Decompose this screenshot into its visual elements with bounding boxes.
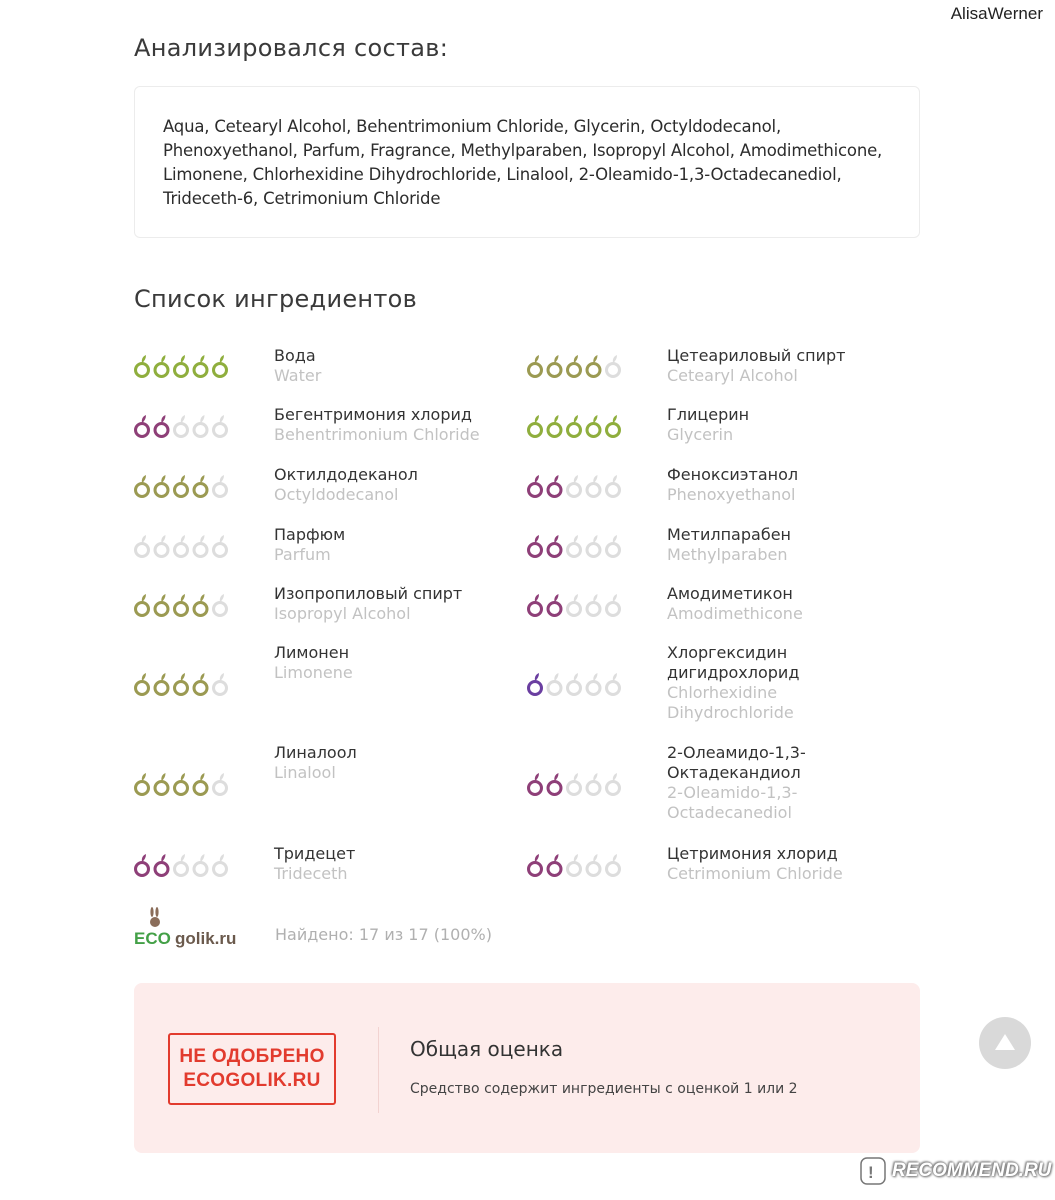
rating-icons-svg	[134, 852, 230, 878]
rating-icons	[527, 592, 627, 616]
ingredient-item[interactable]	[527, 844, 907, 934]
rating-drop-filled-icon	[587, 355, 600, 377]
ecogolik-logo[interactable]	[134, 906, 254, 948]
rating-drop-filled-icon	[529, 355, 542, 377]
rating-drop-empty-icon	[568, 535, 581, 557]
rating-drop-empty-icon	[136, 535, 149, 557]
rating-icons	[134, 353, 234, 377]
ingredient-item[interactable]	[134, 643, 514, 733]
rating-drop-empty-icon	[194, 535, 207, 557]
ingredient-name-en: Behentrimonium Chloride	[274, 425, 480, 444]
rating-drop-empty-icon	[607, 773, 620, 795]
rating-icons-svg	[527, 671, 623, 697]
rating-drop-filled-icon	[548, 475, 561, 497]
rating-drop-empty-icon	[587, 673, 600, 695]
ingredient-name-ru: Цетеариловый спирт	[667, 346, 846, 365]
ingredient-name-en: Chlorhexidine Dihydrochloride	[667, 683, 794, 722]
rating-icons-svg	[134, 533, 230, 559]
rating-icons-svg	[134, 592, 230, 618]
rating-drop-empty-icon	[155, 535, 168, 557]
ingredient-name-ru: Парфюм	[274, 525, 346, 544]
ingredient-name-en: Phenoxyethanol	[667, 485, 796, 504]
rating-icons	[527, 852, 627, 876]
rating-drop-filled-icon	[194, 355, 207, 377]
rating-drop-filled-icon	[529, 773, 542, 795]
rating-drop-filled-icon	[175, 594, 188, 616]
rating-drop-filled-icon	[214, 355, 227, 377]
ingredient-name-ru: Хлоргексидин дигидрохлорид	[667, 643, 800, 682]
rating-drop-filled-icon	[529, 673, 542, 695]
ingredient-item[interactable]	[527, 743, 907, 833]
rating-icons-svg	[134, 671, 230, 697]
ingredient-name-en: Cetearyl Alcohol	[667, 366, 798, 385]
rating-drop-filled-icon	[548, 535, 561, 557]
rating-icons	[527, 671, 627, 695]
rating-drop-filled-icon	[548, 355, 561, 377]
recommend-watermark	[858, 1154, 1052, 1190]
scroll-to-top-button[interactable]	[979, 1017, 1031, 1069]
stamp-line: ECOGOLIK.RU	[183, 1070, 321, 1091]
rating-drop-filled-icon	[175, 475, 188, 497]
stamp-line: НЕ ОДОБРЕНО	[179, 1046, 325, 1067]
rating-icons-svg	[134, 353, 230, 379]
rating-drop-filled-icon	[548, 415, 561, 437]
rating-drop-empty-icon	[587, 773, 600, 795]
rating-drop-filled-icon	[548, 854, 561, 876]
ingredient-name-ru: Бегентримония хлорид	[274, 405, 472, 424]
rating-icons-svg	[134, 413, 230, 439]
rating-drop-empty-icon	[214, 854, 227, 876]
ingredient-name-en: Glycerin	[667, 425, 734, 444]
rating-drop-filled-icon	[529, 475, 542, 497]
rating-icons-svg	[134, 473, 230, 499]
rating-drop-empty-icon	[607, 535, 620, 557]
rating-drop-filled-icon	[529, 854, 542, 876]
ingredient-name-ru: Лимонен	[274, 643, 350, 662]
rating-drop-empty-icon	[568, 773, 581, 795]
rating-drop-filled-icon	[155, 854, 168, 876]
rating-drop-filled-icon	[136, 355, 149, 377]
rating-icons-svg	[527, 592, 623, 618]
rating-drop-filled-icon	[587, 415, 600, 437]
rating-drop-filled-icon	[155, 673, 168, 695]
rating-drop-empty-icon	[587, 854, 600, 876]
rating-icons-svg	[134, 771, 230, 797]
ingredient-name-en: 2-Oleamido-1,3-Octadecanediol	[667, 783, 798, 822]
rating-drop-empty-icon	[214, 773, 227, 795]
ingredient-name-en: Water	[274, 366, 322, 385]
ingredient-name-en: Cetrimonium Chloride	[667, 864, 843, 883]
rating-icons	[134, 413, 234, 437]
rating-drop-filled-icon	[136, 594, 149, 616]
rating-drop-empty-icon	[568, 594, 581, 616]
rating-drop-empty-icon	[175, 535, 188, 557]
rating-drop-filled-icon	[136, 475, 149, 497]
rating-icons	[527, 413, 627, 437]
ingredient-name-ru: Метилпарабен	[667, 525, 791, 544]
ingredient-name-en: Amodimethicone	[667, 604, 803, 623]
rating-drop-empty-icon	[214, 535, 227, 557]
rating-drop-filled-icon	[175, 355, 188, 377]
rating-icons	[527, 353, 627, 377]
composition-box	[134, 86, 920, 238]
rating-drop-filled-icon	[529, 415, 542, 437]
rating-icons	[134, 771, 234, 795]
rating-icons-svg	[527, 852, 623, 878]
rating-icons	[527, 473, 627, 497]
ingredient-name-en: Trideceth	[274, 864, 348, 883]
rating-drop-empty-icon	[568, 854, 581, 876]
rating-drop-empty-icon	[194, 854, 207, 876]
rating-drop-filled-icon	[568, 355, 581, 377]
rating-drop-filled-icon	[136, 673, 149, 695]
rating-drop-filled-icon	[548, 594, 561, 616]
rating-drop-filled-icon	[155, 415, 168, 437]
composition-text: Aqua, Cetearyl Alcohol, Behentrimonium Chloride, Glycerin, Octyldodecanol, Phenoxyethanol, Parfum, Fragrance, Methylparaben, Isopropyl Alcohol, Amodimethicone, Limonene, Chlorhexidine Dihydrochloride, Linalool, 2-Oleamido-1,3-Octadecanediol, Trideceth-6, Cetrimonium Chloride	[163, 117, 883, 208]
ingredient-name-ru: Изопропиловый спирт	[274, 584, 463, 603]
rating-icons	[134, 592, 234, 616]
ingredient-name-ru: 2-Олеамидо-1,3-Октадекандиол	[667, 743, 806, 782]
svg-text:golik.ru: golik.ru	[175, 929, 237, 948]
verdict-panel	[134, 983, 920, 1153]
rating-drop-empty-icon	[607, 355, 620, 377]
ingredient-name-ru: Глицерин	[667, 405, 750, 424]
ingredient-name-ru: Цетримония хлорид	[667, 844, 838, 863]
rating-icons	[527, 771, 627, 795]
composition-heading: Анализировался состав:	[134, 34, 449, 62]
ingredient-name-en: Isopropyl Alcohol	[274, 604, 411, 623]
rating-icons	[527, 533, 627, 557]
rating-drop-filled-icon	[194, 673, 207, 695]
svg-text:ECO: ECO	[134, 929, 171, 948]
rating-drop-filled-icon	[607, 415, 620, 437]
ingredients-heading: Список ингредиентов	[134, 285, 418, 313]
rating-drop-empty-icon	[607, 594, 620, 616]
rating-drop-empty-icon	[175, 415, 188, 437]
author-watermark: AlisaWerner	[950, 4, 1043, 23]
ingredient-item[interactable]	[134, 743, 514, 833]
rating-drop-empty-icon	[607, 475, 620, 497]
ingredient-name-ru: Вода	[274, 346, 316, 365]
rating-drop-filled-icon	[155, 355, 168, 377]
rating-drop-filled-icon	[548, 773, 561, 795]
rating-drop-empty-icon	[607, 673, 620, 695]
rating-drop-filled-icon	[194, 594, 207, 616]
rating-drop-empty-icon	[214, 594, 227, 616]
ingredient-name-ru: Октилдодеканол	[274, 465, 418, 484]
ingredient-name-en: Octyldodecanol	[274, 485, 399, 504]
divider	[378, 1027, 379, 1113]
recommend-watermark-text: RECOMMEND.RU	[892, 1160, 1052, 1181]
rating-icons-svg	[527, 353, 623, 379]
rating-icons	[134, 671, 234, 695]
rating-icons-svg	[527, 413, 623, 439]
rating-drop-empty-icon	[214, 415, 227, 437]
rating-drop-filled-icon	[155, 594, 168, 616]
recommend-logo-icon	[858, 1156, 888, 1188]
rating-drop-empty-icon	[548, 673, 561, 695]
ingredient-name-en: Limonene	[274, 663, 353, 682]
rating-drop-empty-icon	[587, 535, 600, 557]
rating-drop-empty-icon	[587, 475, 600, 497]
rating-drop-empty-icon	[175, 854, 188, 876]
rating-drop-empty-icon	[587, 594, 600, 616]
rating-drop-filled-icon	[136, 854, 149, 876]
rating-drop-filled-icon	[529, 535, 542, 557]
rating-drop-empty-icon	[214, 475, 227, 497]
rating-drop-filled-icon	[136, 415, 149, 437]
rating-drop-filled-icon	[194, 475, 207, 497]
rating-icons	[134, 852, 234, 876]
rating-drop-empty-icon	[214, 673, 227, 695]
not-approved-stamp	[168, 1033, 336, 1105]
rating-drop-empty-icon	[568, 673, 581, 695]
rating-drop-filled-icon	[155, 475, 168, 497]
found-count: Найдено: 17 из 17 (100%)	[275, 925, 492, 944]
arrow-up-icon	[993, 1032, 1017, 1052]
rating-icons-svg	[527, 473, 623, 499]
ingredient-name-en: Methylparaben	[667, 545, 788, 564]
rating-icons-svg	[527, 771, 623, 797]
rating-drop-empty-icon	[194, 415, 207, 437]
ingredient-name-ru: Амодиметикон	[667, 584, 793, 603]
ecogolik-logo-icon	[134, 906, 254, 948]
ingredient-name-ru: Тридецет	[274, 844, 356, 863]
rating-drop-filled-icon	[155, 773, 168, 795]
ingredient-item[interactable]	[527, 643, 907, 733]
rating-drop-filled-icon	[194, 773, 207, 795]
verdict-text: Средство содержит ингредиенты с оценкой 1 или 2	[410, 1081, 798, 1097]
ingredient-name-en: Linalool	[274, 763, 336, 782]
ingredient-name-ru: Линалоол	[274, 743, 357, 762]
ingredient-name-ru: Феноксиэтанол	[667, 465, 799, 484]
svg-text:!: !	[868, 1163, 874, 1182]
rating-drop-filled-icon	[568, 415, 581, 437]
rating-icons-svg	[527, 533, 623, 559]
rating-icons	[134, 473, 234, 497]
verdict-title: Общая оценка	[410, 1037, 564, 1061]
rating-icons	[134, 533, 234, 557]
rating-drop-filled-icon	[175, 673, 188, 695]
ingredient-name-en: Parfum	[274, 545, 331, 564]
rating-drop-filled-icon	[529, 594, 542, 616]
rating-drop-empty-icon	[607, 854, 620, 876]
rating-drop-empty-icon	[568, 475, 581, 497]
rating-drop-filled-icon	[175, 773, 188, 795]
rating-drop-filled-icon	[136, 773, 149, 795]
